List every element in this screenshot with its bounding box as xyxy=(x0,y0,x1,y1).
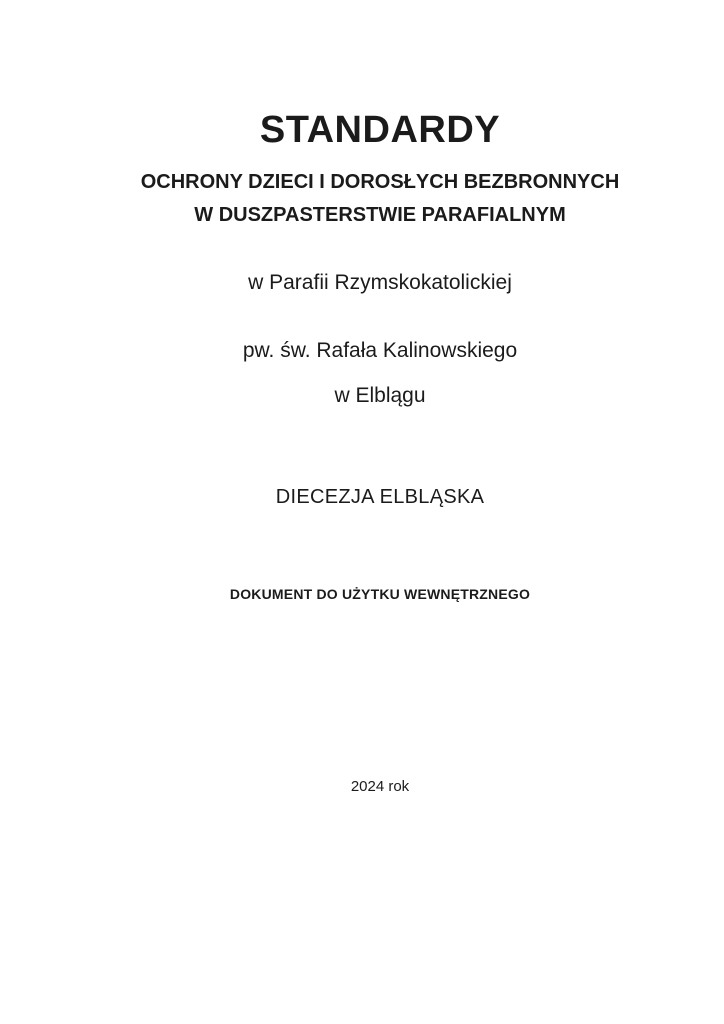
document-subtitle-line-1: OCHRONY DZIECI I DOROSŁYCH BEZBRONNYCH xyxy=(140,171,620,193)
parish-patron-line: pw. św. Rafała Kalinowskiego xyxy=(242,339,518,362)
title-page-content xyxy=(18,0,724,1024)
diocese-name: DIECEZJA ELBLĄSKA xyxy=(275,486,485,508)
parish-name-line: w Parafii Rzymskokatolickiej xyxy=(248,271,512,294)
parish-city-line: w Elblągu xyxy=(334,384,426,407)
document-subtitle-line-2: W DUSZPASTERSTWIE PARAFIALNYM xyxy=(194,204,566,226)
document-year: 2024 rok xyxy=(350,778,410,795)
document-title: STANDARDY xyxy=(259,109,501,151)
classification-notice: DOKUMENT DO UŻYTKU WEWNĘTRZNEGO xyxy=(229,586,531,602)
document-subtitle xyxy=(18,166,724,232)
